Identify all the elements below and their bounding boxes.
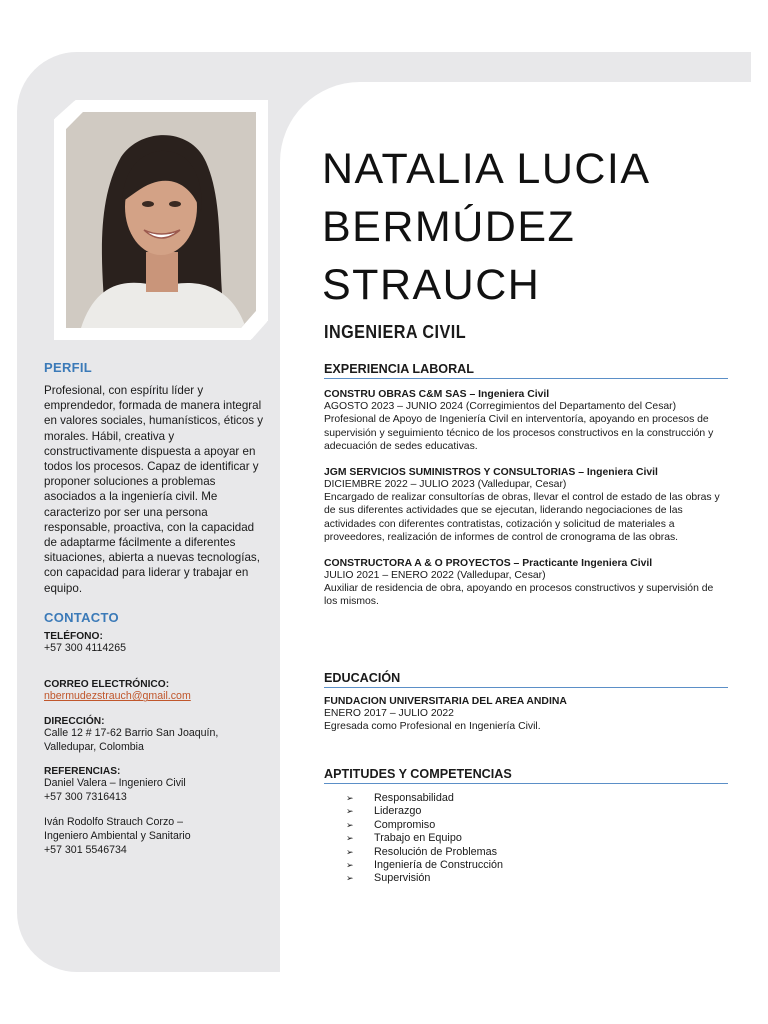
skills-list [324, 792, 728, 886]
experience-heading: EXPERIENCIA LABORAL [324, 362, 728, 379]
skill-item: ➢ Supervisión [324, 872, 728, 885]
arrow-bullet-icon: ➢ [346, 860, 354, 871]
education-degree: Egresada como Profesional en Ingeniería Civil. [324, 721, 541, 733]
skill-item: ➢ Responsabilidad [324, 792, 728, 805]
skill-item: ➢ Compromiso [324, 819, 728, 832]
job-header: CONSTRUCTORA A & O PROYECTOS – Practicante Ingeniera Civil [324, 557, 653, 569]
education-heading: EDUCACIÓN [324, 671, 728, 688]
contact-heading: CONTACTO [44, 609, 119, 625]
job-dates: JULIO 2021 – ENERO 2022 (Valledupar, Cesar) [324, 569, 546, 581]
arrow-bullet-icon: ➢ [346, 806, 354, 817]
job-entry [324, 389, 728, 454]
education-institution: FUNDACION UNIVERSITARIA DEL AREA ANDINA [324, 696, 567, 707]
arrow-bullet-icon: ➢ [346, 833, 354, 844]
experience-section [324, 362, 728, 609]
reference-2-name: Iván Rodolfo Strauch Corzo – [44, 816, 183, 829]
skills-section [324, 767, 728, 886]
name-line-2: BERMÚDEZ [322, 203, 576, 251]
reference-1-phone: +57 300 7316413 [44, 790, 127, 803]
job-description: Encargado de realizar consultorías de obras, llevar el control de estado de las obras y de sus diferentes actividades que se ejecutan, liderando negociaciones de las actividades con diferentes contratistas, cotización y solicitud de materiales a proveedores, realización de informes de control de cronograma de las obras. [324, 492, 720, 544]
job-dates: DICIEMBRE 2022 – JULIO 2023 (Valledupar, Cesar) [324, 478, 567, 490]
skills-heading: APTITUDES Y COMPETENCIAS [324, 767, 728, 784]
arrow-bullet-icon: ➢ [346, 793, 354, 803]
job-description: Auxiliar de residencia de obra, apoyando en procesos constructivos y supervisión de los mismos. [324, 583, 714, 608]
candidate-name [322, 140, 651, 314]
references-label: REFERENCIAS: [44, 766, 121, 778]
email-label: CORREO ELECTRÓNICO: [44, 679, 170, 691]
profile-heading: PERFIL [44, 360, 93, 375]
profile-photo [66, 112, 256, 328]
education-dates: ENERO 2017 – JULIO 2022 [324, 708, 454, 719]
reference-1-name: Daniel Valera – Ingeniero Civil [44, 777, 186, 790]
portrait-image [66, 112, 256, 328]
job-title: INGENIERA CIVIL [324, 322, 467, 342]
education-section [324, 671, 728, 734]
name-line-1: NATALIA LUCIA [322, 145, 651, 193]
job-dates: AGOSTO 2023 – JUNIO 2024 (Corregimientos del Departamento del Cesar) [324, 401, 677, 412]
job-description: Profesional de Apoyo de Ingeniería Civil en interventoría, apoyando en procesos de supervisión y seguimiento técnico de los procesos constructivos en la construcción y adecuación de sedes educativas. [324, 414, 714, 453]
email-link[interactable]: nbermudezstrauch@gmail.com [44, 690, 191, 703]
sidebar [44, 360, 266, 857]
address-line-2: Valledupar, Colombia [44, 740, 144, 753]
arrow-bullet-icon: ➢ [346, 873, 354, 884]
address-label: DIRECCIÓN: [44, 716, 105, 728]
reference-2-phone: +57 301 5546734 [44, 843, 127, 856]
job-entry [324, 467, 728, 545]
profile-text: Profesional, con espíritu líder y emprendedor, formada de manera integral en valores sociales, humanísticos, éticos y morales. Hábil, creativa y constructivamente dispuesta a apoyar en todos los procesos. Capaz de identificar y proponer soluciones a problemas asociados a la ingeniería civil. Me caracterizo por ser una persona responsable, proactiva, con la capacidad de adaptarme fácilmente a diferentes situaciones, abierta a nuevas tecnologías, con capacidad para liderar y trabajar en equipo. [44, 384, 264, 595]
reference-2-title: Ingeniero Ambiental y Sanitario [44, 830, 191, 842]
phone-label: TELÉFONO: [44, 630, 103, 642]
skill-item: ➢ Liderazgo [324, 805, 728, 818]
phone-value: +57 300 4114265 [44, 641, 126, 654]
skill-item: ➢ Resolución de Problemas [324, 846, 728, 859]
job-entry [324, 558, 728, 609]
job-header: CONSTRU OBRAS C&M SAS – Ingeniera Civil [324, 389, 550, 400]
name-line-3: STRAUCH [322, 261, 541, 309]
skill-item: ➢ Ingeniería de Construcción [324, 859, 728, 872]
arrow-bullet-icon: ➢ [346, 819, 354, 830]
skill-item: ➢ Trabajo en Equipo [324, 832, 728, 845]
address-line-1: Calle 12 # 17-62 Barrio San Joaquín, [44, 727, 219, 740]
arrow-bullet-icon: ➢ [346, 846, 354, 857]
job-header: JGM SERVICIOS SUMINISTROS Y CONSULTORIAS – Ingeniera Civil [324, 466, 658, 478]
